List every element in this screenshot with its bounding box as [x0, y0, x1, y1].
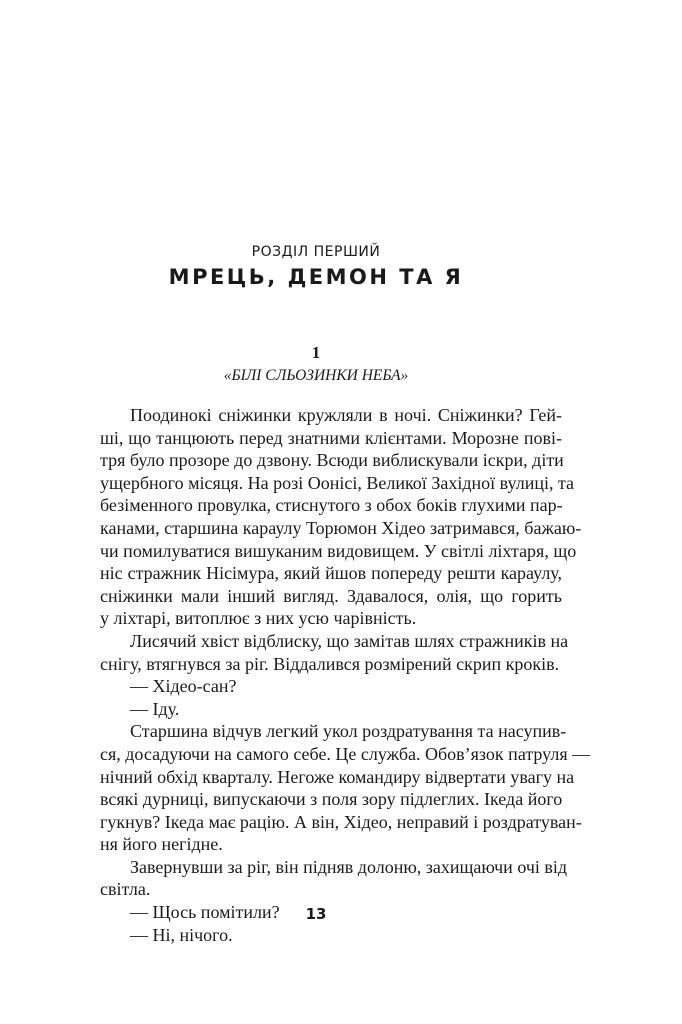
text-line: ніс стражник Нісімура, який йшов попереду решти караулу, — [100, 563, 562, 584]
text-line: сніжинки мали інший вигляд. Здавалося, олія, що горить — [100, 585, 562, 606]
chapter-title: МРЕЦЬ, ДЕМОН ТА Я — [168, 265, 464, 289]
body-text — [100, 404, 591, 946]
text-line: — Хідео-сан? — [130, 676, 237, 697]
text-line: тря було прозоре до дзвону. Всюди виблискували іскри, діти — [100, 450, 564, 471]
text-line: ня його негідне. — [100, 834, 223, 855]
text-line: світла. — [100, 879, 151, 900]
text-line: ші, що танцюють перед знатними клієнтами. Морозне пові- — [100, 427, 562, 448]
text-line: гукнув? Ікеда має рацію. А він, Хідео, неправий і роздратуван- — [100, 811, 582, 832]
chapter-label: РОЗДІЛ ПЕРШИЙ — [251, 244, 381, 260]
text-line: Старшина відчув легкий укол роздратування та насупив- — [130, 721, 567, 742]
text-line: снігу, втягнувся за ріг. Віддалився розмірений скрип кроків. — [100, 653, 560, 674]
text-line: — Іду. — [130, 698, 180, 719]
text-line: Завернувши за ріг, він підняв долоню, захищаючи очі від — [130, 856, 568, 877]
text-line: Лисячий хвіст відблиску, що замітав шлях стражників на — [130, 630, 569, 651]
text-line: канами, старшина караулу Торюмон Хідео затримався, бажаю- — [100, 517, 582, 538]
text-line: — Щось помітили? — [130, 902, 280, 923]
text-line: — Ні, нічого. — [130, 924, 233, 945]
section-subtitle: «БІЛІ СЛЬОЗИНКИ НЕБА» — [223, 367, 409, 384]
text-line: ущербного місяця. На розі Оонісі, Великої Західної вулиці, та — [100, 472, 575, 493]
text-line: всякі дурниці, випускаючи з поля зору підлеглих. Ікеда його — [100, 789, 563, 810]
text-line: ся, досадуючи на самого себе. Це служба. Обов’язок патруля — — [100, 743, 591, 764]
section-number: 1 — [311, 343, 321, 362]
text-line: нічний обхід кварталу. Негоже командиру відвертати увагу на — [100, 766, 575, 787]
text-line: безіменного провулка, стиснутого з обох боків глухими пар- — [100, 495, 563, 516]
page-number: 13 — [305, 905, 327, 923]
text-line: у ліхтарі, витоплює з них усю чарівність. — [100, 608, 417, 629]
text-line: Поодинокі сніжинки кружляли в ночі. Сніжинки? Гей- — [130, 405, 562, 425]
text-line: чи помилуватися вишуканим видовищем. У світлі ліхтаря, що — [100, 540, 577, 561]
